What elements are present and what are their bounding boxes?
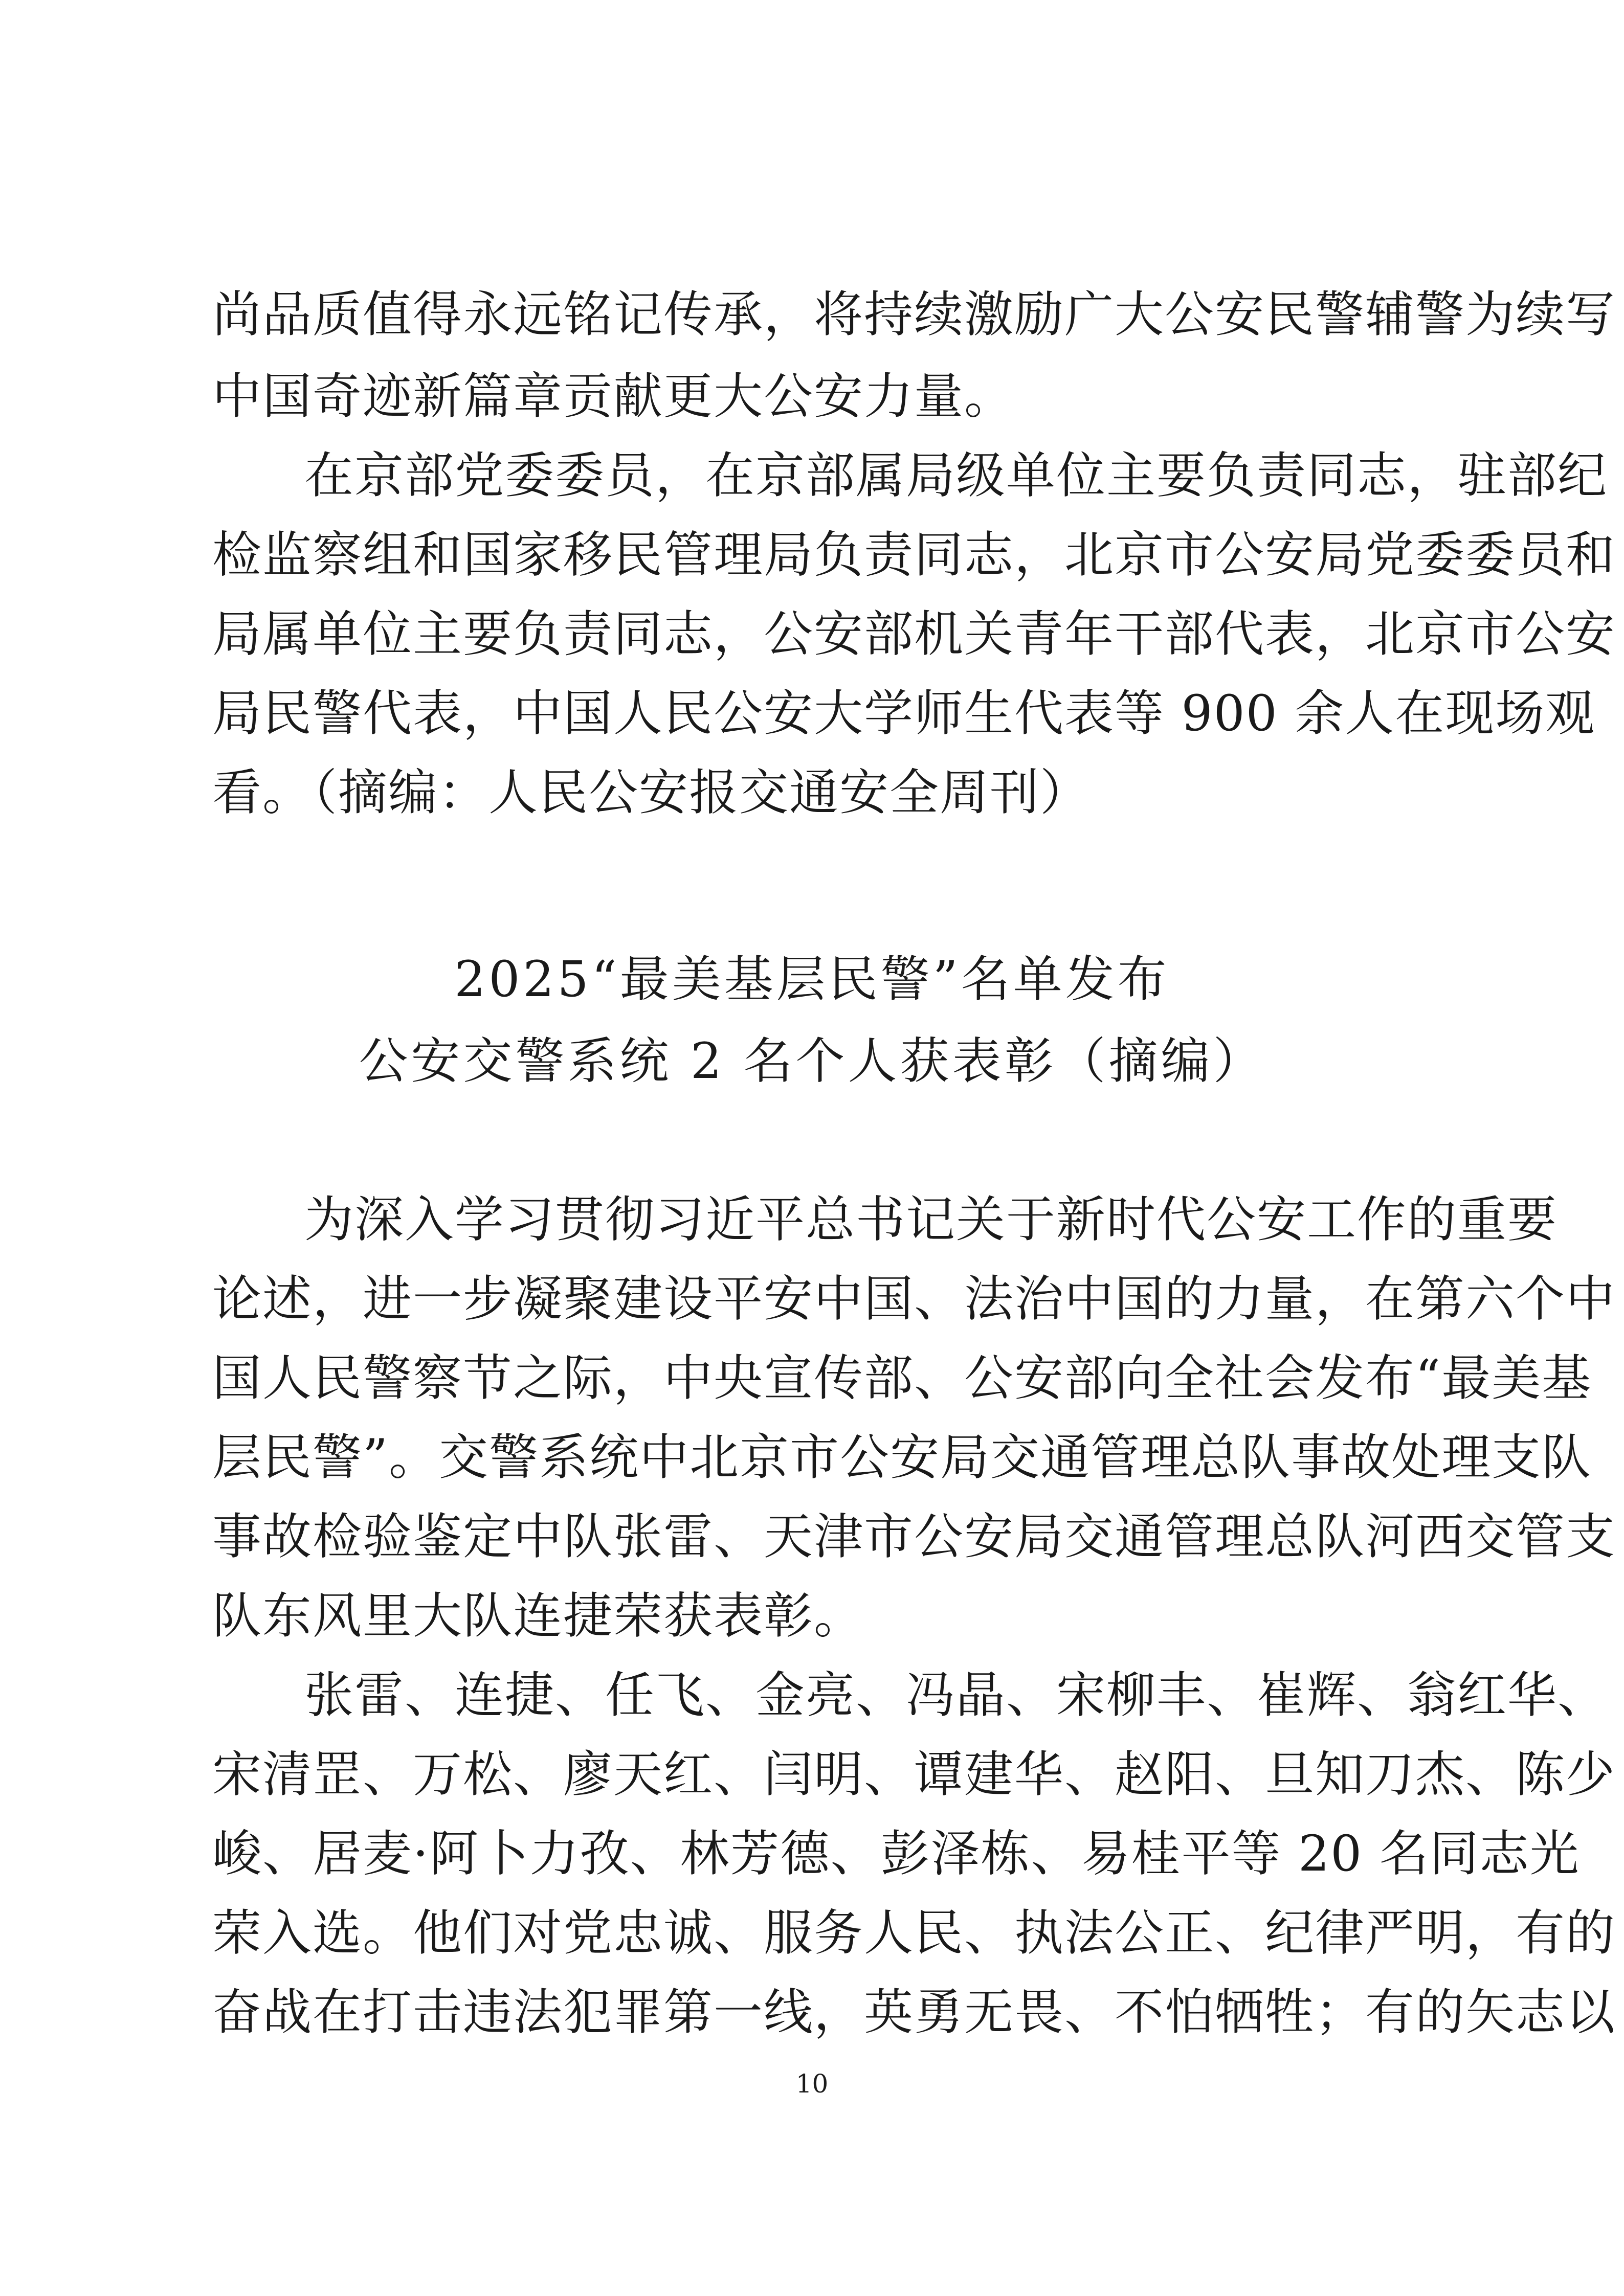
paragraph-names-line-2: 宋清罡、万松、廖天红、闫明、谭建华、赵阳、旦知刀杰、陈少 (212, 1746, 1616, 1803)
paragraph-names-line-3: 峻、居麦·阿卜力孜、林芳德、彭泽栋、易桂平等 20 名同志光 (212, 1825, 1580, 1882)
paragraph-names-line-1: 张雷、连捷、任飞、金亮、冯晶、宋柳丰、崔辉、翁红华、 (304, 1667, 1608, 1724)
paragraph-intro-line-2: 论述，进一步凝聚建设平安中国、法治中国的力量，在第六个中 (212, 1270, 1616, 1327)
paragraph-attendees-line-4: 局民警代表，中国人民公安大学师生代表等 900 余人在现场观 (212, 685, 1596, 742)
page-number: 10 (795, 2069, 829, 2099)
paragraph-names-line-5: 奋战在打击违法犯罪第一线，英勇无畏、不怕牺牲；有的矢志以 (212, 1984, 1616, 2041)
paragraph-attendees-line-2: 检监察组和国家移民管理局负责同志，北京市公安局党委委员和 (212, 526, 1616, 583)
paragraph-intro-line-1: 为深入学习贯彻习近平总书记关于新时代公安工作的重要 (304, 1191, 1558, 1248)
paragraph-intro-line-6: 队东风里大队连捷荣获表彰。 (212, 1587, 864, 1645)
paragraph-continued-line-2: 中国奇迹新篇章贡献更大公安力量。 (212, 368, 1014, 425)
paragraph-intro-line-5: 事故检验鉴定中队张雷、天津市公安局交通管理总队河西交管支 (212, 1508, 1616, 1565)
paragraph-intro-line-4: 层民警”。交警系统中北京市公安局交通管理总队事故处理支队 (212, 1429, 1592, 1486)
paragraph-attendees-line-3: 局属单位主要负责同志，公安部机关青年干部代表，北京市公安 (212, 605, 1616, 663)
paragraph-attendees-line-5: 看。（摘编：人民公安报交通安全周刊） (212, 764, 1090, 821)
paragraph-intro-line-3: 国人民警察节之际，中央宣传部、公安部向全社会发布“最美基 (212, 1349, 1592, 1407)
paragraph-attendees-line-1: 在京部党委委员，在京部属局级单位主要负责同志，驻部纪 (304, 447, 1608, 504)
paragraph-names-line-4: 荣入选。他们对党忠诚、服务人民、执法公正、纪律严明，有的 (212, 1904, 1616, 1962)
paragraph-continued-line-1: 尚品质值得永远铭记传承，将持续激励广大公安民警辅警为续写 (212, 286, 1616, 343)
article-title-line-1: 2025“最美基层民警”名单发布 (454, 951, 1170, 1008)
article-title-line-2: 公安交警系统 2 名个人获表彰（摘编） (359, 1032, 1265, 1090)
